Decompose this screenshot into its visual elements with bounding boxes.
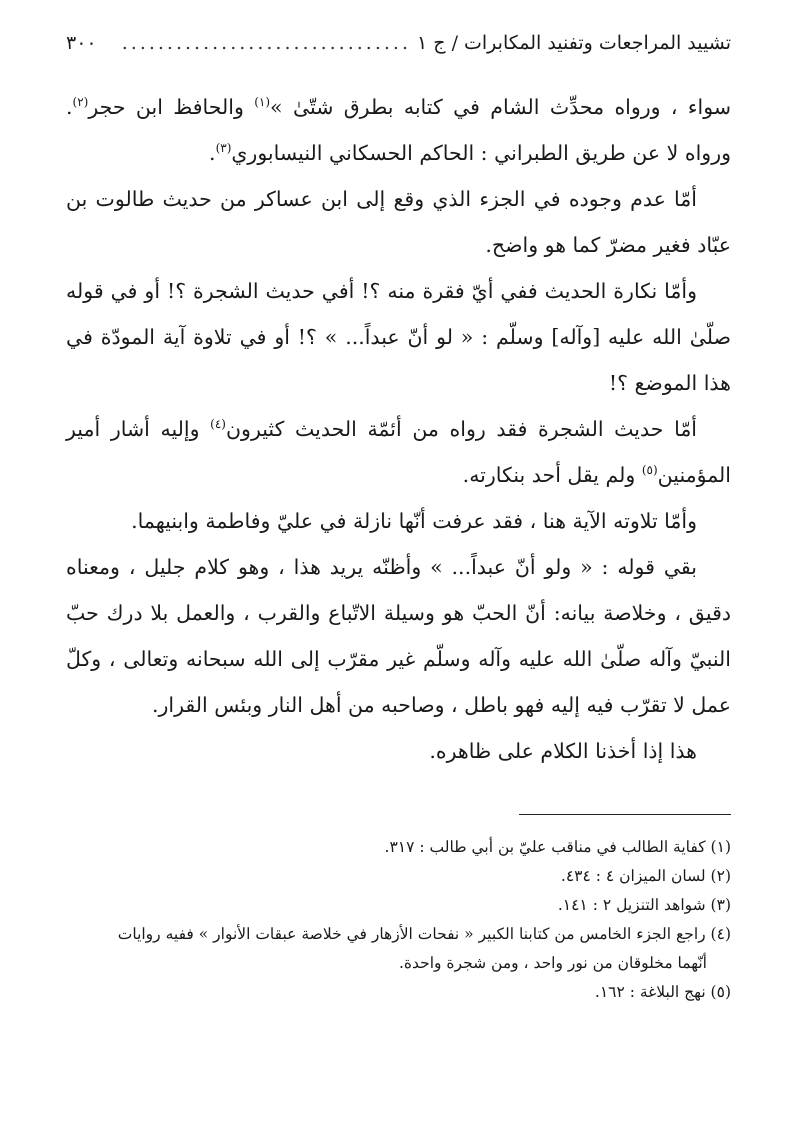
paragraph-4-part-c: ولم يقل أحد بنكارته.: [462, 463, 642, 487]
footnote-ref-5: (٥): [641, 463, 658, 478]
paragraph-4-part-b: وإليه أشار أمير المؤمنين: [66, 417, 731, 487]
footnote-ref-1: (١): [254, 95, 271, 110]
footnote-ref-3: (٣): [215, 141, 232, 156]
footnote-divider: [519, 814, 731, 815]
paragraph-5: وأمّا تلاوته الآية هنا ، فقد عرفت أنّها نازلة في عليّ وفاطمة وابنيهما.: [131, 509, 697, 533]
footnote-3: (٣) شواهد التنزيل ٢ : ١٤١.: [557, 896, 731, 914]
footnotes: [66, 833, 731, 1007]
paragraph-2: أمّا عدم وجوده في الجزء الذي وقع إلى ابن عساكر من حديث طالوت بن عبّاد فغير مضرّ كما هو واضح.: [66, 187, 731, 257]
footnote-ref-4: (٤): [210, 417, 226, 432]
footnote-4-text: (٤) راجع الجزء الخامس من كتابنا الكبير « نفحات الأزهار في خلاصة عبقات الأنوار » ففيه روايات: [117, 925, 731, 943]
paragraph-3: وأمّا نكارة الحديث ففي أيّ فقرة منه ؟! أفي حديث الشجرة ؟! أو في قوله صلّىٰ الله عليه [وآله] وسلّم : « لو أنّ عبداً... » ؟! أو في تلاوة آية المودّة في هذا الموضع ؟!: [66, 279, 731, 395]
footnote-4-continuation: أنّهما مخلوقان من نور واحد ، ومن شجرة واحدة.: [398, 954, 707, 972]
main-text: [66, 84, 731, 774]
paragraph-1-part-c: . ورواه لا عن طريق الطبراني : الحاكم الحسكاني النيسابوري: [66, 95, 731, 165]
paragraph-1-part-d: .: [209, 141, 216, 165]
book-page: [66, 28, 731, 1007]
paragraph-1: [66, 84, 731, 176]
paragraph-1-part-a: سواء ، ورواه محدِّث الشام في كتابه بطرق شتّىٰ »: [270, 95, 731, 119]
page-number: ٣٠٠: [66, 32, 97, 54]
footnote-4: [66, 920, 731, 978]
running-title: تشييد المراجعات وتفنيد المكابرات / ج ١: [417, 32, 731, 54]
paragraph-7: هذا إذا أخذنا الكلام على ظاهره.: [429, 739, 697, 763]
footnote-5: (٥) نهج البلاغة : ١٦٢.: [594, 983, 731, 1001]
footnote-ref-2: (٢): [72, 95, 89, 110]
paragraph-6: بقي قوله : « ولو أنّ عبداً... » وأظنّه يريد هذا ، وهو كلام جليل ، ومعناه دقيق ، وخلاصة بيانه: أنّ الحبّ هو وسيلة الاتّباع والقرب ، والعمل بلا درك حبّ النبيّ وآله صلّىٰ الله عليه وآله وسلّم غير مقرّب إلى الله سبحانه وتعالى ، وكلّ عمل لا تقرّب فيه إليه فهو باطل ، وصاحبه من أهل النار وبئس القرار.: [66, 555, 731, 717]
footnote-2: (٢) لسان الميزان ٤ : ٤٣٤.: [560, 867, 731, 885]
page-header: [66, 28, 731, 58]
footnote-1: (١) كفاية الطالب في مناقب عليّ بن أبي طالب : ٣١٧.: [384, 838, 731, 856]
header-leader-dots: ................................: [121, 32, 411, 54]
paragraph-4: [66, 406, 731, 498]
paragraph-4-part-a: أمّا حديث الشجرة فقد رواه من أئمّة الحديث كثيرون: [225, 417, 698, 441]
paragraph-1-part-b: والحافظ ابن حجر: [88, 95, 255, 119]
